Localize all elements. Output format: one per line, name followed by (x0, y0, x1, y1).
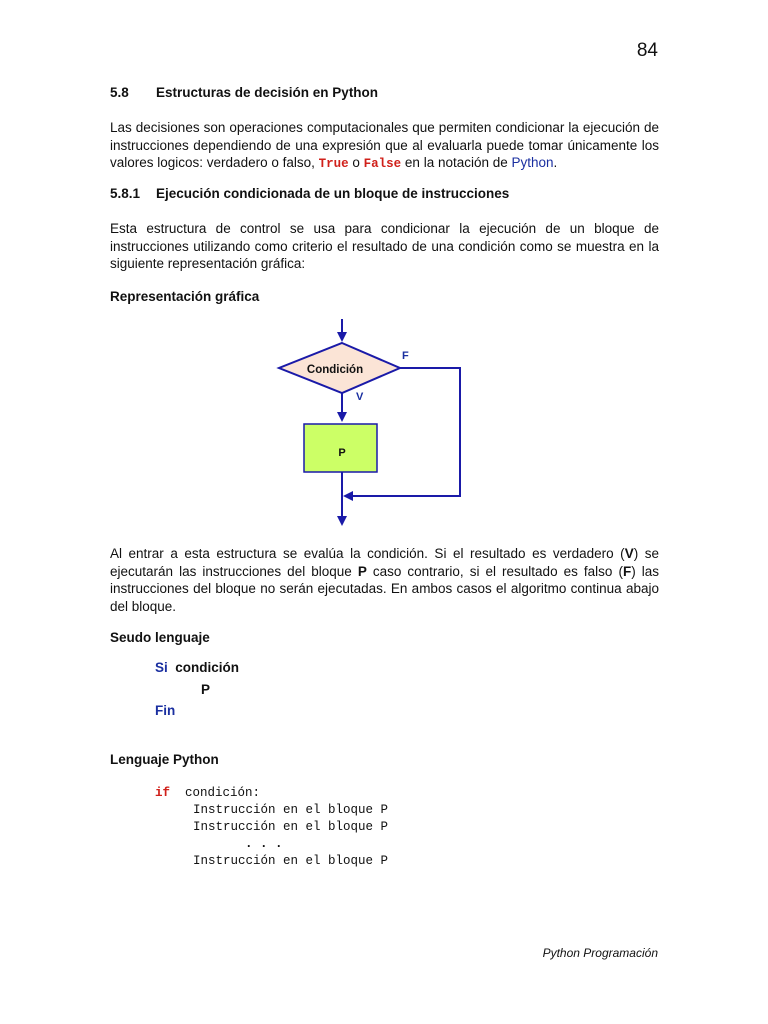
intro-text-1: Las decisiones son operaciones computacionales que permiten condicionar la ejecución de instrucciones dependiendo de una expresión que al evaluarla puede tomar únicamente los valores logicos: verdadero o falso, (110, 120, 659, 170)
subsection-title: Ejecución condicionada de un bloque de instrucciones (156, 186, 510, 201)
true-literal: True (318, 157, 349, 171)
code-line-2: Instrucción en el bloque P (193, 820, 389, 834)
subsection-paragraph: Esta estructura de control se usa para condicionar la ejecución de un bloque de instrucciones utilizando como criterio el resultado de una condición como se muestra en la siguiente representación gráfica: (110, 221, 659, 271)
python-heading: Lenguaje Python (110, 752, 219, 767)
pseudo-fin-keyword: Fin (155, 703, 176, 718)
subsection-number: 5.8.1 (110, 186, 141, 201)
intro-text-3: . (553, 155, 558, 170)
intro-text-2: en la notación de (401, 155, 512, 170)
page-number: 84 (636, 40, 658, 61)
code-line-3: Instrucción en el bloque P (193, 854, 389, 868)
footer: Python Programación (542, 946, 658, 960)
section-number: 5.8 (110, 85, 129, 100)
explanation-paragraph (110, 545, 659, 615)
pseudo-si-keyword: Si (155, 660, 168, 675)
pseudo-line-si (155, 660, 239, 675)
code-if-keyword: if (155, 786, 171, 800)
pseudo-condition: condición (175, 660, 240, 675)
block-label: P (338, 447, 346, 459)
explanation-text-4: ) las instrucciones del bloque no serán ejecutadas. En ambos casos el algoritmo continua abajo del bloque. (110, 563, 659, 614)
graphic-heading: Representación gráfica (110, 289, 260, 304)
pseudo-block: P (201, 682, 211, 697)
condition-label: Condición (306, 364, 364, 376)
code-line-1: Instrucción en el bloque P (193, 803, 389, 817)
explanation-v: V (624, 546, 634, 561)
python-word: Python (511, 155, 554, 170)
explanation-f: F (622, 563, 632, 579)
code-line-if (155, 786, 260, 800)
explanation-p: P (357, 563, 367, 579)
false-literal: False (363, 157, 402, 171)
pseudo-heading: Seudo lenguaje (110, 630, 210, 645)
code-dots: . . . (245, 837, 283, 851)
code-condition: condición: (185, 786, 261, 800)
intro-connector: o (348, 155, 364, 170)
true-label: V (356, 391, 364, 403)
explanation-text-1: Al entrar a esta estructura se evalúa la condición. Si el resultado es verdadero ( (110, 546, 625, 561)
explanation-text-2: ) se ejecutarán las instrucciones del bloque (110, 546, 659, 579)
explanation-text-3: caso contrario, si el resultado es falso ( (366, 563, 623, 579)
section-title: Estructuras de decisión en Python (156, 85, 379, 100)
false-label: F (402, 350, 409, 362)
